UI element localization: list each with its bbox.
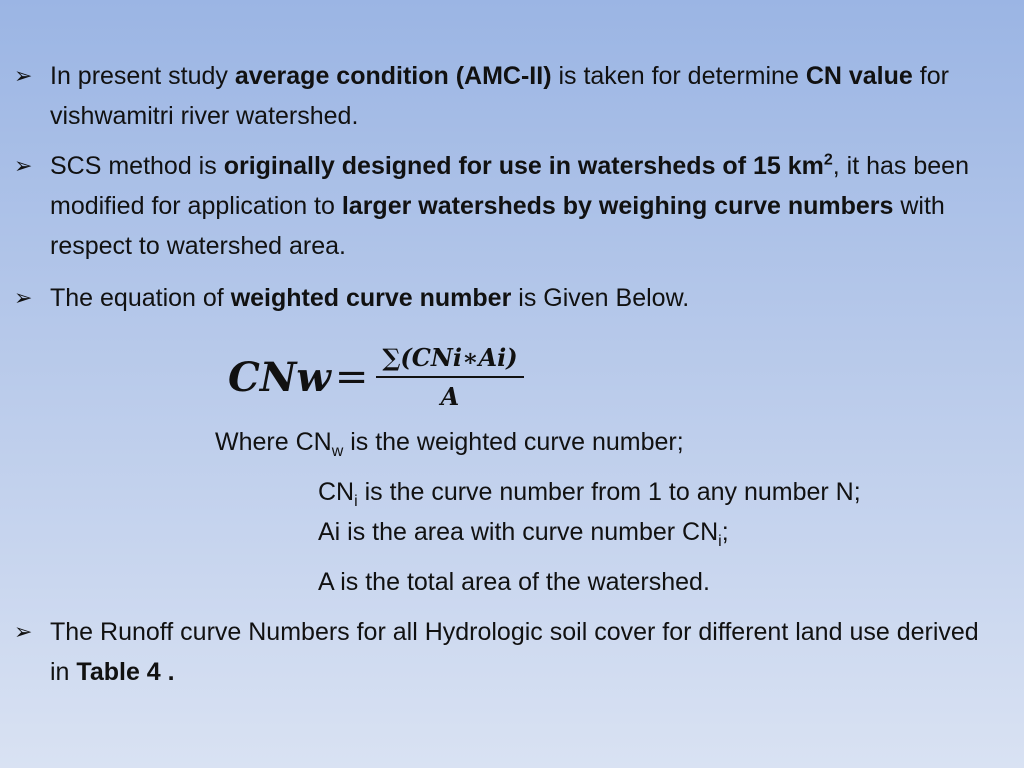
bullet-text xyxy=(50,146,1004,266)
equation-numerator: ∑(CNi∗Ai) xyxy=(376,343,523,378)
text-run: CN xyxy=(318,478,355,506)
text-run: In present study xyxy=(50,62,235,90)
bullet-runoff xyxy=(14,612,1004,692)
text-run: is Given Below. xyxy=(511,284,690,312)
text-run: is taken for determine xyxy=(551,62,806,90)
subscript: i xyxy=(718,533,722,550)
note-cni xyxy=(318,472,861,512)
arrow-bullet-icon: ➢ xyxy=(14,63,33,88)
bold-run: weighted curve number xyxy=(230,284,512,312)
bold-run: average condition (AMC-II) xyxy=(234,62,552,90)
bullet-text xyxy=(50,612,1004,692)
text-run: Where CN xyxy=(215,428,332,456)
subscript: w xyxy=(331,443,344,460)
bullet-amc xyxy=(14,56,1004,136)
text-run: is the curve number from 1 to any number N; xyxy=(357,478,861,506)
bold-run: larger watersheds by weighing curve numbers xyxy=(341,192,894,220)
text-run: is the weighted curve number; xyxy=(343,428,684,456)
text-run: The Runoff curve Numbers for all Hydrologic soil cover for different land use derived in xyxy=(50,618,979,686)
text-run: , it has been modified for application to xyxy=(50,152,969,220)
equation-denominator: A xyxy=(440,382,460,411)
weighted-cn-equation xyxy=(228,332,524,422)
equation-fraction xyxy=(376,343,523,411)
note-a: A is the total area of the watershed. xyxy=(318,568,710,596)
bold-run: CN value xyxy=(805,62,913,90)
arrow-bullet-icon: ➢ xyxy=(14,153,33,178)
text-run: with respect to watershed area. xyxy=(50,192,945,260)
subscript: i xyxy=(354,493,358,510)
bold-run: Table 4 . xyxy=(76,658,175,686)
note-ai xyxy=(318,512,729,552)
text-run: for vishwamitri river watershed. xyxy=(50,62,949,130)
equation-lhs: CNw xyxy=(228,353,331,401)
bullet-text xyxy=(50,56,1004,136)
bold-run: originally designed for use in watersheds of 15 km xyxy=(223,152,824,180)
bullet-scs xyxy=(14,146,1004,266)
text-run: ; xyxy=(721,518,729,546)
arrow-bullet-icon: ➢ xyxy=(14,619,33,644)
note-where xyxy=(215,422,684,462)
text-run: SCS method is xyxy=(50,152,224,180)
text-run: Ai is the area with curve number CN xyxy=(318,518,719,546)
equals-sign: = xyxy=(334,354,369,400)
bullet-equation-intro xyxy=(14,278,1004,318)
arrow-bullet-icon: ➢ xyxy=(14,285,33,310)
superscript: 2 xyxy=(823,151,833,169)
text-run: The equation of xyxy=(50,284,231,312)
bullet-text xyxy=(50,278,1004,318)
